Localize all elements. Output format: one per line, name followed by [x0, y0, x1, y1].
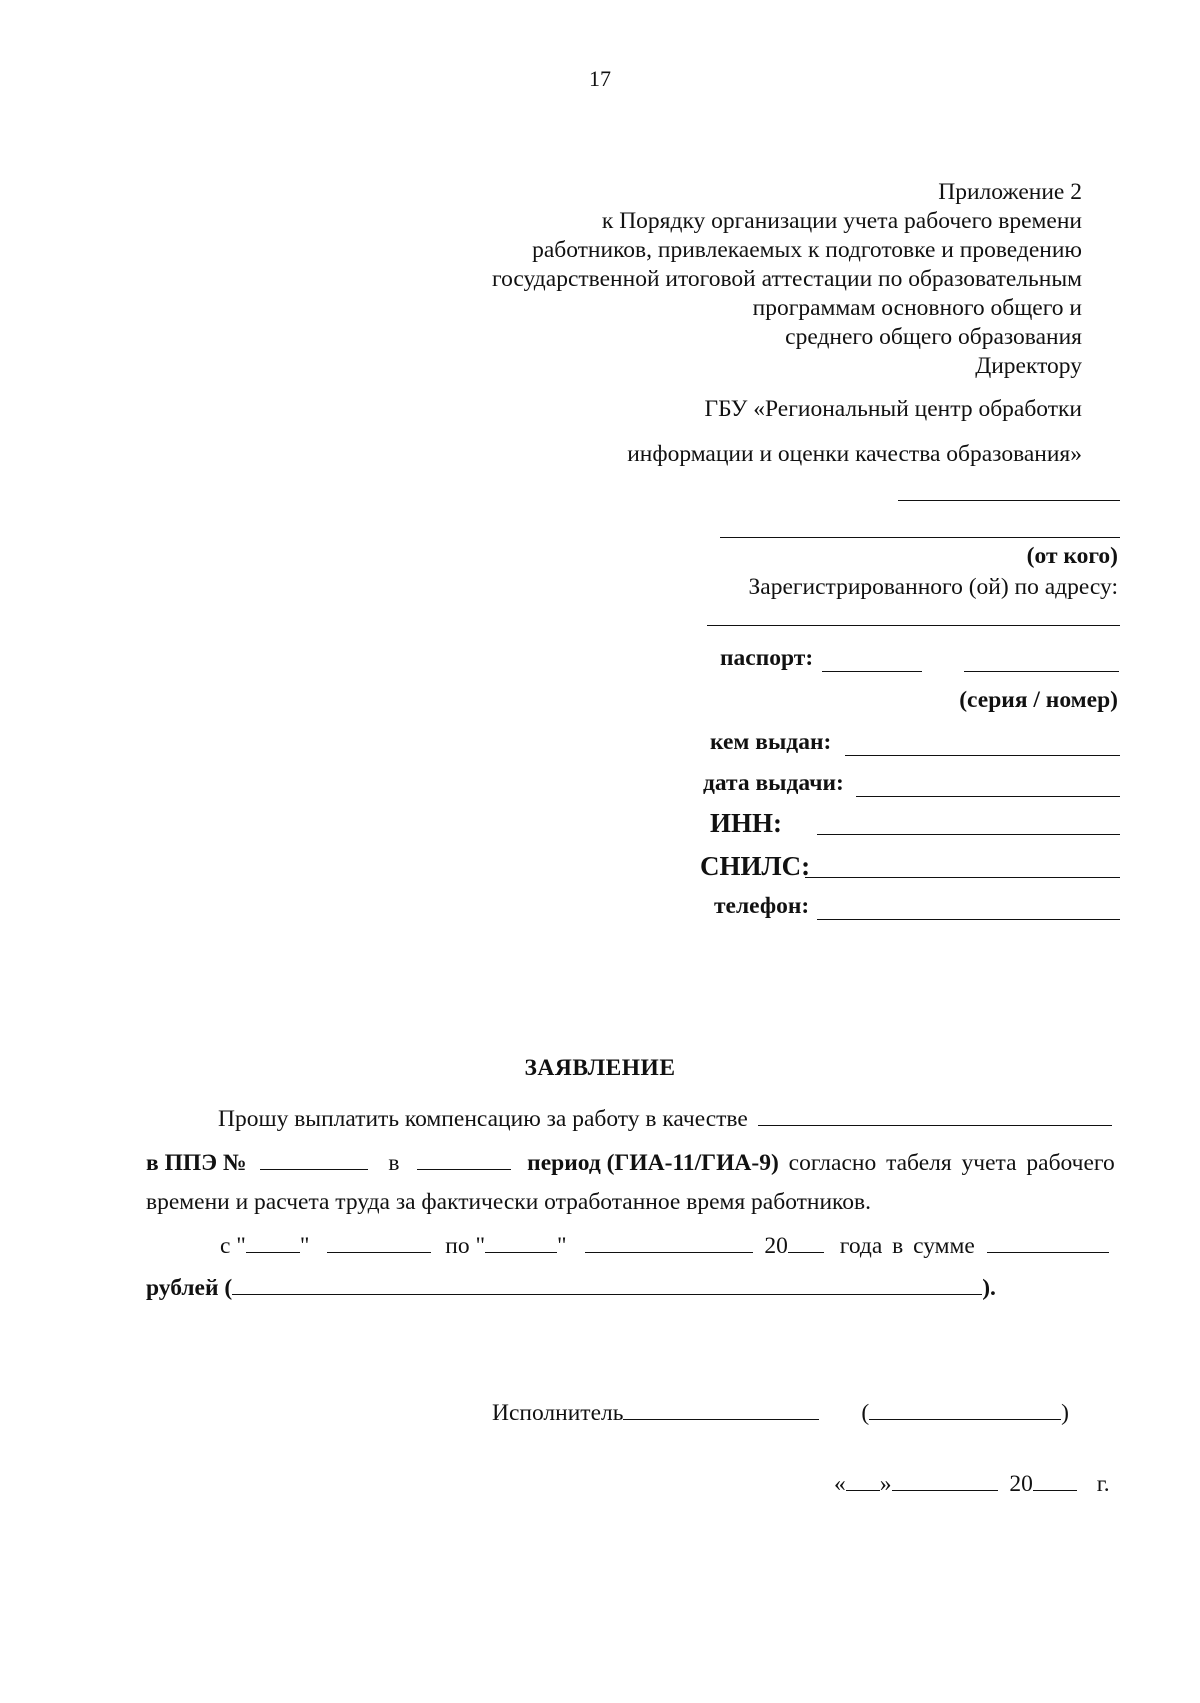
phone-label: телефон: [714, 893, 810, 919]
header-line: программам основного общего и [752, 295, 1082, 321]
from-label: (от кого) [1026, 543, 1118, 569]
executor-name-field[interactable] [869, 1397, 1061, 1420]
executor-paren-open: ( [861, 1400, 870, 1426]
ppe-number-field[interactable] [260, 1147, 368, 1170]
appendix-header [322, 178, 1082, 381]
header-line: среднего общего образования [785, 324, 1082, 350]
to-date-close: " [557, 1233, 567, 1259]
position-field[interactable] [758, 1103, 1112, 1126]
ppe-label: в ППЭ № [146, 1150, 247, 1176]
date-quote-open: « [834, 1471, 846, 1497]
statement-line-4 [220, 1230, 1109, 1260]
series-number-label: (серия / номер) [959, 687, 1118, 713]
snils-field[interactable] [805, 851, 1120, 878]
passport-number-field[interactable] [964, 645, 1119, 672]
director-name-line[interactable] [898, 500, 1120, 501]
inn-label: ИНН: [710, 808, 782, 838]
from-month-field[interactable] [327, 1230, 431, 1253]
statement-line-1 [218, 1103, 1112, 1133]
to-day-field[interactable] [485, 1230, 557, 1253]
to-month-field[interactable] [585, 1230, 753, 1253]
signature-year-field[interactable] [1033, 1468, 1077, 1491]
rubles-close: ). [982, 1275, 996, 1301]
from-day-field[interactable] [246, 1230, 300, 1253]
signature-month-field[interactable] [892, 1468, 998, 1491]
statement-text: Прошу выплатить компенсацию за работу в качестве [218, 1106, 748, 1132]
inn-field[interactable] [817, 808, 1120, 835]
header-line: Приложение 2 [938, 179, 1082, 205]
passport-label: паспорт: [720, 645, 814, 671]
header-line: государственной итоговой аттестации по образовательным [492, 266, 1082, 292]
snils-label: СНИЛС: [700, 851, 811, 881]
issued-by-label: кем выдан: [710, 729, 832, 755]
signature-date-row [834, 1468, 1110, 1498]
executor-paren-close: ) [1061, 1400, 1069, 1426]
header-line: к Порядку организации учета рабочего времени [601, 208, 1082, 234]
issue-date-label: дата выдачи: [703, 770, 844, 796]
inn-row [0, 808, 1200, 844]
addressee-line-1: ГБУ «Региональный центр обработки [704, 396, 1082, 422]
to-date-open: по " [445, 1233, 486, 1259]
snils-row [0, 851, 1200, 887]
sum-field[interactable] [987, 1230, 1109, 1253]
statement-line-2 [146, 1147, 1115, 1177]
issue-date-field[interactable] [856, 770, 1120, 797]
issue-date-row [0, 770, 1200, 806]
statement-title: ЗАЯВЛЕНИЕ [524, 1055, 676, 1081]
address-line[interactable] [707, 625, 1120, 626]
in-label: в [388, 1150, 400, 1176]
phone-field[interactable] [817, 893, 1120, 920]
from-date-open: с " [220, 1233, 246, 1259]
page-number: 17 [589, 66, 611, 91]
addressee-line-2: информации и оценки качества образования» [627, 441, 1082, 467]
sum-label: года в сумме [839, 1233, 975, 1259]
executor-signature-field[interactable] [623, 1397, 819, 1420]
ppe-location-field[interactable] [417, 1147, 511, 1170]
year-field[interactable] [788, 1230, 824, 1253]
date-quote-close: » [879, 1471, 892, 1497]
executor-row [492, 1397, 1069, 1427]
rubles-label: рублей ( [146, 1275, 233, 1301]
passport-row [0, 645, 1200, 681]
passport-series-field[interactable] [822, 645, 922, 672]
addressee-block [322, 387, 1082, 477]
header-line: работников, привлекаемых к подготовке и проведению [532, 237, 1082, 263]
year-prefix: 20 [764, 1233, 788, 1259]
statement-text: согласно табеля учета рабочего [788, 1150, 1115, 1176]
address-label: Зарегистрированного (ой) по адресу: [748, 574, 1118, 600]
from-whom-line[interactable] [720, 537, 1120, 538]
signature-year-prefix: 20 [1009, 1471, 1033, 1497]
year-suffix: г. [1096, 1471, 1110, 1497]
issued-by-row [0, 729, 1200, 765]
signature-day-field[interactable] [846, 1468, 880, 1491]
sum-in-words-field[interactable] [232, 1272, 982, 1295]
executor-label: Исполнитель [492, 1400, 624, 1426]
phone-row [0, 893, 1200, 929]
issued-by-field[interactable] [845, 729, 1120, 756]
from-date-close: " [299, 1233, 310, 1259]
statement-line-3: времени и расчета труда за фактически отработанное время работников. [146, 1189, 872, 1215]
header-line: Директору [975, 353, 1082, 379]
statement-line-5 [146, 1272, 996, 1302]
period-label: период (ГИА-11/ГИА-9) [527, 1150, 779, 1176]
